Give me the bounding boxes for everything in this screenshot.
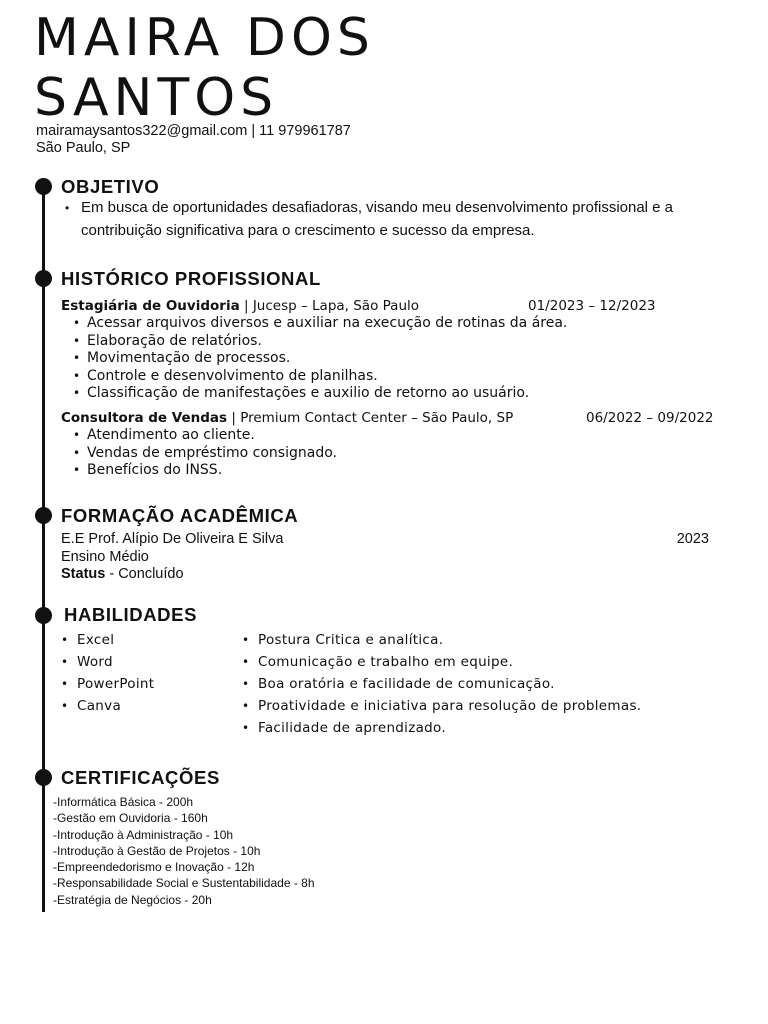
skill-item: • Boa oratória e facilidade de comunicação. [242, 673, 641, 695]
education-status-value: - Concluído [105, 566, 184, 582]
job-header [61, 298, 751, 315]
job-company: | Premium Contact Center – São Paulo, SP [227, 410, 514, 426]
education-status [61, 566, 721, 584]
timeline-dot-education [35, 507, 52, 524]
certification-item: -Empreendedorismo e Inovação - 12h [53, 860, 255, 875]
job-task-list [61, 427, 751, 480]
job-header [61, 410, 751, 427]
education-entry [61, 531, 721, 584]
skill-item: • Canva [61, 695, 154, 717]
job-task: • Movimentação de processos. [61, 350, 751, 368]
job-task: • Classificação de manifestações e auxilio de retorno ao usuário. [61, 385, 751, 403]
section-title-skills: HABILIDADES [64, 604, 198, 625]
section-title-objective: OBJETIVO [61, 176, 160, 197]
certifications-list [53, 794, 315, 908]
skill-item: • Comunicação e trabalho em equipe. [242, 651, 641, 673]
contact-email-phone: mairamaysantos322@gmail.com | 11 979961787 [36, 123, 351, 139]
skill-item: • Facilidade de aprendizado. [242, 717, 641, 739]
job-task: • Controle e desenvolvimento de planilhas. [61, 368, 751, 386]
job-task: • Elaboração de relatórios. [61, 333, 751, 351]
job-task: • Vendas de empréstimo consignado. [61, 445, 751, 463]
job-task: • Benefícios do INSS. [61, 462, 751, 480]
job-task: • Acessar arquivos diversos e auxiliar na execução de rotinas da área. [61, 315, 751, 333]
job-dates: 06/2022 – 09/2022 [586, 410, 714, 426]
timeline-dot-certifications [35, 769, 52, 786]
skills-technical-list [61, 629, 154, 717]
name-line-1: MAIRA DOS [34, 8, 375, 68]
education-status-label: Status [61, 566, 106, 582]
certification-item: -Responsabilidade Social e Sustentabilidade - 8h [53, 876, 315, 891]
skill-item: • Excel [61, 629, 154, 651]
job-company: | Jucesp – Lapa, São Paulo [239, 298, 420, 314]
certification-item: -Introdução à Administração - 10h [53, 827, 234, 842]
education-school-row [61, 531, 721, 549]
skill-item: • PowerPoint [61, 673, 154, 695]
skill-item: • Proatividade e iniciativa para resolução de problemas. [242, 695, 641, 717]
job-role: Consultora de Vendas [61, 410, 228, 426]
education-school: E.E Prof. Alípio De Oliveira E Silva [61, 531, 284, 547]
job-task-list [61, 315, 751, 403]
job-task: • Atendimento ao cliente. [61, 427, 751, 445]
skill-item: • Postura Critica e analítica. [242, 629, 641, 651]
name-line-2: SANTOS [34, 68, 279, 128]
timeline-dot-objective [35, 178, 52, 195]
candidate-name [34, 8, 375, 128]
skill-item: • Word [61, 651, 154, 673]
timeline-line [42, 184, 45, 912]
education-year: 2023 [676, 531, 709, 547]
contact-info [36, 123, 351, 157]
certification-item: -Gestão em Ouvidoria - 160h [53, 811, 208, 826]
certification-item: -Estratégia de Negócios - 20h [53, 892, 212, 907]
certification-item: -Introdução à Gestão de Projetos - 10h [53, 843, 261, 858]
objective-list [64, 197, 754, 242]
education-level: Ensino Médio [61, 548, 149, 565]
timeline-dot-experience [35, 270, 52, 287]
section-title-certifications: CERTIFICAÇÕES [61, 767, 220, 788]
section-title-education: FORMAÇÃO ACADÊMICA [61, 505, 299, 526]
timeline-dot-skills [35, 607, 52, 624]
skills-soft-list [242, 629, 641, 739]
job-entry [61, 298, 751, 403]
contact-location: São Paulo, SP [36, 140, 131, 156]
section-title-experience: HISTÓRICO PROFISSIONAL [61, 268, 321, 289]
job-entry [61, 410, 751, 480]
objective-text: • Em busca de oportunidades desafiadoras, visando meu desenvolvimento profissional e a contribuição significativa para o crescimento e sucesso da empresa. [64, 197, 754, 242]
certification-item: -Informática Básica - 200h [53, 795, 194, 809]
job-dates: 01/2023 – 12/2023 [528, 298, 656, 314]
job-role: Estagiária de Ouvidoria [61, 298, 240, 314]
